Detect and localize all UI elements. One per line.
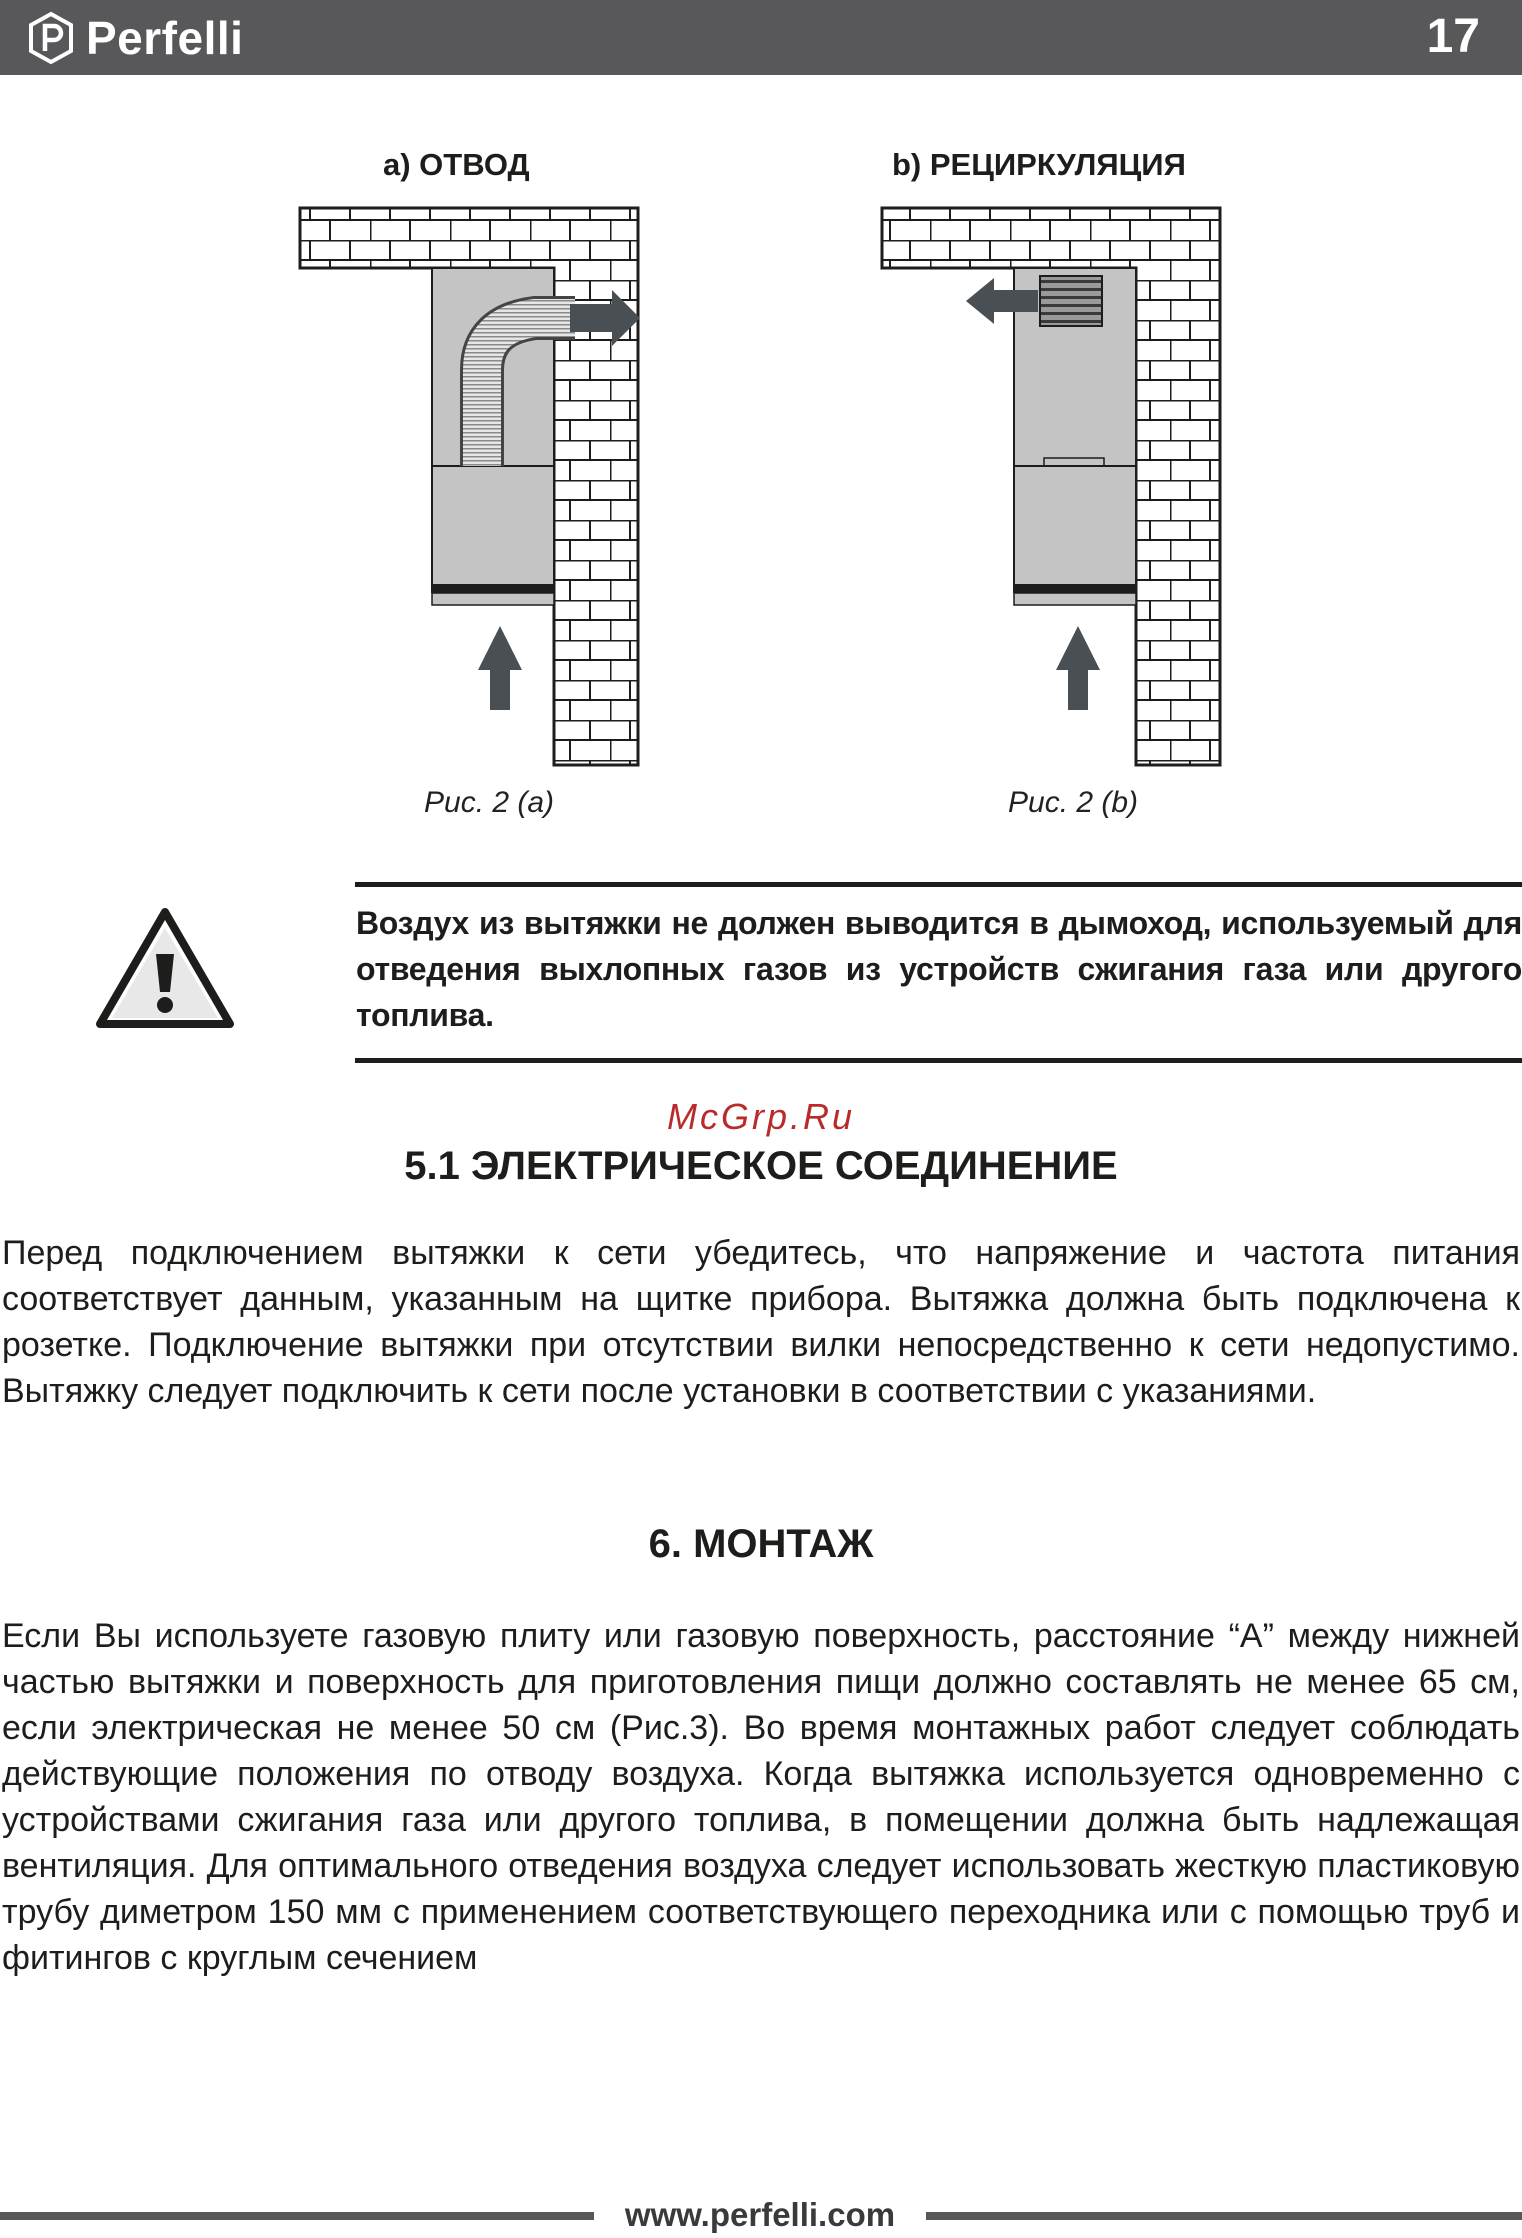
figure-a-caption: Рис. 2 (а)	[424, 786, 555, 819]
section-5-1-body: Перед подключением вытяжки к сети убедитесь, что напряжение и частота питания соответствует данным, указанным на щитке прибора. Вытяжка должна быть подключена к розетке. Подключение вытяжки при отсутствии вилки непосредственно к сети недопустимо. Вытяжку следует подключить к сети после установки в соответствии с указаниями.	[2, 1234, 1520, 1410]
brand-name: Perfelli	[86, 12, 244, 64]
figure-b-title: b) РЕЦИРКУЛЯЦИЯ	[892, 147, 1186, 182]
section-5-1-heading: 5.1 ЭЛЕКТРИЧЕСКОЕ СОЕДИНЕНИЕ	[404, 1144, 1118, 1188]
footer-url: www.perfelli.com	[624, 2196, 896, 2233]
perfelli-logo-icon	[26, 11, 76, 65]
page-number: 17	[1426, 10, 1480, 63]
footer-rule-left	[0, 2212, 594, 2220]
installation-diagrams	[290, 200, 1260, 780]
warning-triangle-icon	[94, 906, 236, 1034]
watermark: McGrp.Ru	[666, 1096, 856, 1137]
figure-a-title: а) ОТВОД	[383, 147, 530, 182]
figure-b-recirculation	[882, 208, 1220, 765]
warning-text: Воздух из вытяжки не должен выводится в дымоход, используемый для отведения выхлопных газов из устройств сжигания газа или другого топлива.	[356, 905, 1522, 1033]
warning-top-rule	[355, 882, 1522, 887]
section-6-body: Если Вы используете газовую плиту или газовую поверхность, расстояние “А” между нижней частью вытяжки и поверхность для приготовления пищи должно составлять не менее 65 см, если электрическая не менее 50 см (Рис.3). Во время монтажных работ следует соблюдать действующие положения по отводу воздуха. Когда вытяжка используется одновременно с устройствами сжигания газа или другого топлива, в помещении должна быть надлежащая вентиляция. Для оптимального отведения воздуха следует использовать жесткую пластиковую трубу диметром 150 мм с применением соответствующего переходника или с помощью труб и фитингов с круглым сечением	[2, 1617, 1520, 1977]
warning-bottom-rule	[355, 1058, 1522, 1063]
figure-a-duct-exhaust	[300, 208, 640, 765]
footer-rule-right	[926, 2212, 1522, 2220]
section-6-heading: 6. МОНТАЖ	[648, 1522, 874, 1566]
figure-b-caption: Рис. 2 (b)	[1008, 786, 1139, 819]
brand-logo	[26, 8, 243, 68]
